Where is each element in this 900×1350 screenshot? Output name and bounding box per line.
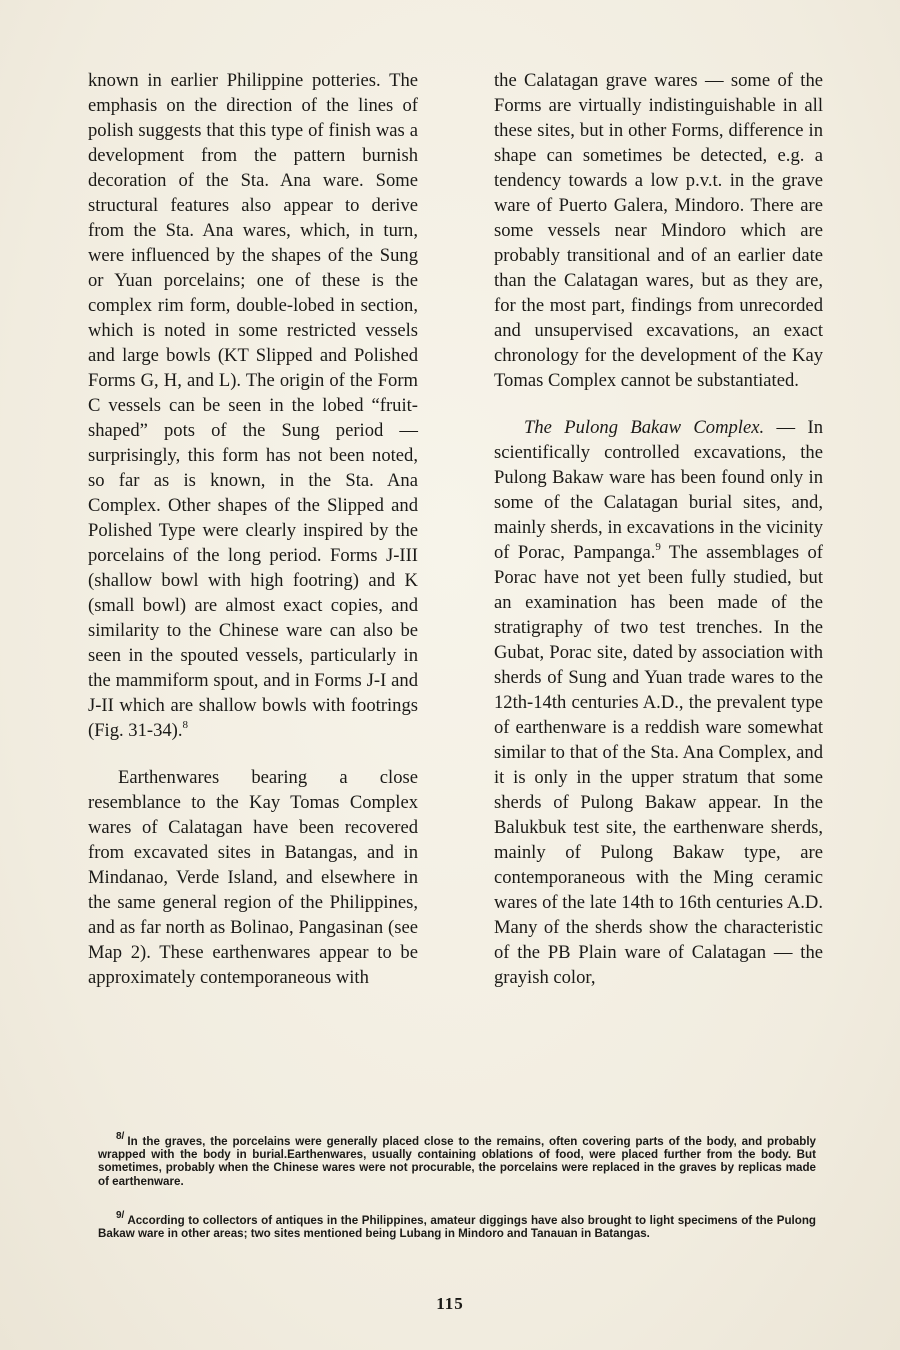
left-paragraph-1	[88, 68, 418, 743]
footnote-8-marker: 8/	[116, 1131, 125, 1142]
left-paragraph-2: Earthenwares bearing a close resemblance to the Kay Tomas Complex wares of Calatagan have been recovered from excavated sites in Batangas, and in Mindanao, Verde Island, and elsewhere in the same general region of the Philippines, and as far north as Bolinao, Pangasinan (see Map 2). These earthenwares appear to be approximately contemporaneous with	[88, 767, 418, 988]
right-paragraph-2-text-a: — In scientifically controlled excavations, the Pulong Bakaw ware has been found only in some of the Calatagan burial sites, and, mainly sherds, in excavations in the vicinity of Porac, Pampanga.	[494, 417, 823, 563]
footnote-8	[98, 1131, 816, 1188]
footnotes	[98, 1131, 816, 1241]
right-paragraph-1: the Calatagan grave wares — some of the Forms are virtually indistinguishable in all these sites, but in other Forms, difference in shape can sometimes be detected, e.g. a tendency towards a low p.v.t. in the grave ware of Puerto Galera, Mindoro. There are some vessels near Mindoro which are probably transitional and of an earlier date than the Calatagan wares, but as they are, for the most part, findings from unrecorded and unsupervised excavations, an exact chronology for the development of the Kay Tomas Complex cannot be substantiated.	[494, 70, 823, 391]
right-paragraph-2-text-b: The assemblages of Porac have not yet been fully studied, but an examination has been made of the stratigraphy of two test trenches. In the Gubat, Porac site, dated by association with sherds of Sung and Yuan trade wares to the 12th-14th centuries A.D., the prevalent type of earthenware is a reddish ware somewhat similar to that of the Sta. Ana Complex, and it is only in the upper stratum that some sherds of Pulong Bakaw appear. In the Balukbuk test site, the earthenware sherds, mainly of Pulong Bakaw type, are contemporaneous with the Ming ceramic wares of the late 14th to 16th centuries A.D. Many of the sherds show the characteristic of the PB Plain ware of Calatagan — the grayish color,	[494, 542, 823, 988]
left-column	[88, 68, 418, 990]
right-column	[494, 68, 823, 990]
footnote-9	[98, 1209, 816, 1241]
footnote-9-marker: 9/	[116, 1209, 125, 1221]
left-paragraph-1-text: known in earlier Philippine potteries. The emphasis on the direction of the lines of polish suggests that this type of finish was a development from the pattern burnish decoration of the Sta. Ana ware. Some structural features also appear to derive from the Sta. Ana wares, which, in turn, were influenced by the shapes of the Sung or Yuan porcelains; one of these is the complex rim form, double-lobed in section, which is noted in some restricted vessels and large bowls (KT Slipped and Polished Forms G, H, and L). The origin of the Form C vessels can be seen in the lobed “fruit-shaped” pots of the Sung period — surprisingly, this form has not been noted, so far as is known, in the Sta. Ana Complex. Other shapes of the Slipped and Polished Type were clearly inspired by the porcelains of the long period. Forms J-III (shallow bowl with high footring) and K (small bowl) are almost exact copies, and similarity to the Chinese ware can also be seen in the spouted vessels, particularly in the mammiform spout, and in Forms J-I and J-II which are shallow bowls with footrings (Fig. 31-34).	[88, 70, 418, 741]
section-heading-pulong-bakaw: The Pulong Bakaw Complex.	[524, 417, 765, 438]
footnote-9-text: According to collectors of antiques in the Philippines, amateur diggings have also brought to light specimens of the Pulong Bakaw ware in other areas; two sites mentioned being Lubang in Mindoro and Tanauan in Batangas.	[98, 1213, 816, 1241]
page-number: 115	[436, 1294, 464, 1313]
footnote-ref-9: 9	[655, 541, 661, 553]
right-paragraph-2	[494, 415, 823, 990]
footnote-8-text: In the graves, the porcelains were generally placed close to the remains, often covering parts of the body, and probably wrapped with the body in burial.Earthenwares, usually containing oblations of food, were placed further from the body. But sometimes, probably when the Chinese wares were not procurable, the porcelains were replaced in the graves by replicas made of earthenware.	[98, 1135, 816, 1188]
footnote-ref-8: 8	[182, 719, 189, 731]
